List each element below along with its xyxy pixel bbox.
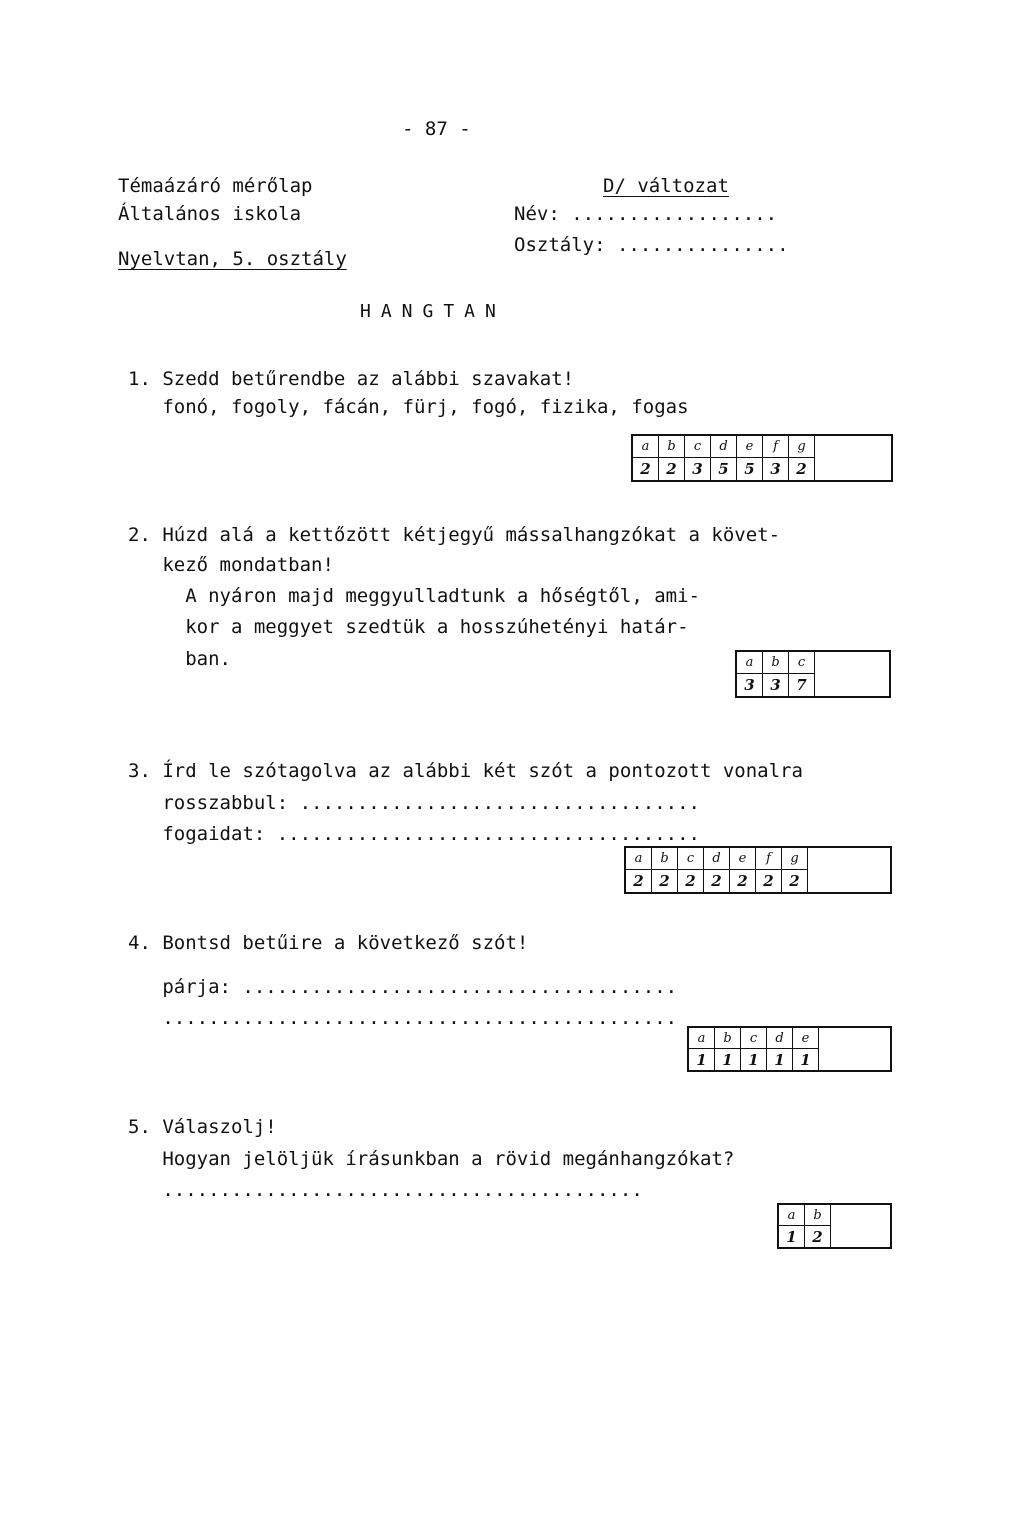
grid-value: 3 (770, 676, 781, 694)
grid-label: d (711, 436, 736, 458)
grid-value: 3 (744, 676, 755, 694)
header-school: Általános iskola (118, 203, 302, 225)
class-field[interactable]: Osztály: ............... (514, 234, 789, 256)
score-box[interactable] (808, 848, 890, 892)
grid-value: 2 (737, 872, 748, 890)
grid-value: 1 (786, 1227, 797, 1246)
score-box[interactable] (819, 1028, 890, 1070)
task-2-line: A nyáron majd meggyulladtunk a hőségtől, ami- (128, 585, 700, 607)
page-number: - 87 - (402, 118, 471, 140)
task-4-line: 4. Bontsd betűire a következő szót! (128, 932, 529, 954)
task-3-line: 3. Írd le szótagolva az alábbi két szót a pontozott vonalra (128, 760, 803, 782)
task-1-line: fonó, fogoly, fácán, fürj, fogó, fizika, fogas (128, 396, 689, 418)
grid-value: 2 (763, 872, 774, 890)
task-2-line: 2. Húzd alá a kettőzött kétjegyű mássalhangzókat a követ- (128, 524, 781, 546)
grid-label: b (659, 436, 684, 458)
grid-label: b (652, 848, 677, 870)
grid-label: d (767, 1028, 792, 1049)
task-1-line: 1. Szedd betűrendbe az alábbi szavakat! (128, 368, 575, 390)
grid-label: c (678, 848, 703, 870)
grid-value: 2 (640, 460, 651, 478)
grid-value: 1 (774, 1050, 785, 1069)
answer-line[interactable]: .......................................... (128, 1179, 643, 1201)
score-grid-4 (687, 1026, 892, 1072)
grid-value: 3 (770, 460, 781, 478)
rosszabbul-answer-line[interactable]: rosszabbul: ................................... (128, 792, 700, 814)
score-box[interactable] (815, 436, 891, 480)
grid-label: e (737, 436, 762, 458)
grid-label: g (782, 848, 807, 870)
score-grid-2 (735, 650, 891, 698)
grid-label: g (789, 436, 814, 458)
grid-label: a (633, 436, 658, 458)
task-2-line: ban. (128, 648, 231, 670)
header-variant: D/ változat (603, 175, 729, 197)
grid-label: e (730, 848, 755, 870)
grid-value: 7 (796, 676, 807, 694)
grid-value: 3 (692, 460, 703, 478)
score-grid-1 (631, 434, 893, 482)
task-2-line: kező mondatban! (128, 554, 334, 576)
fogaidat-answer-line[interactable]: fogaidat: ..................................... (128, 823, 700, 845)
score-grid-5 (777, 1203, 892, 1249)
grid-value: 1 (748, 1050, 759, 1069)
grid-label: a (689, 1028, 714, 1049)
grid-value: 2 (659, 872, 670, 890)
grid-label: f (763, 436, 788, 458)
grid-label: b (715, 1028, 740, 1049)
grid-label: a (626, 848, 651, 870)
grid-label: b (805, 1205, 830, 1226)
task-2-line: kor a meggyet szedtük a hosszúhetényi határ- (128, 616, 689, 638)
section-title: HANGTAN (360, 301, 506, 322)
grid-value: 2 (666, 460, 677, 478)
grid-value: 2 (796, 460, 807, 478)
grid-value: 1 (722, 1050, 733, 1069)
name-field[interactable]: Név: .................. (514, 203, 778, 225)
grid-label: c (789, 652, 814, 674)
grid-label: e (793, 1028, 818, 1049)
parja-answer-line-2[interactable]: ............................................. (128, 1007, 678, 1029)
score-grid-3 (624, 846, 892, 894)
score-box[interactable] (815, 652, 889, 696)
grid-value: 2 (789, 872, 800, 890)
grid-label: a (737, 652, 762, 674)
grid-value: 2 (711, 872, 722, 890)
grid-value: 5 (718, 460, 729, 478)
grid-value: 2 (685, 872, 696, 890)
grid-label: f (756, 848, 781, 870)
grid-label: d (704, 848, 729, 870)
task-5-line: 5. Válaszolj! (128, 1116, 277, 1138)
grid-label: c (685, 436, 710, 458)
grid-label: a (779, 1205, 804, 1226)
parja-answer-line[interactable]: párja: ...................................... (128, 976, 678, 998)
grid-label: c (741, 1028, 766, 1049)
grid-value: 1 (696, 1050, 707, 1069)
grid-label: b (763, 652, 788, 674)
grid-value: 1 (800, 1050, 811, 1069)
task-5-line: Hogyan jelöljük írásunkban a rövid megánhangzókat? (128, 1148, 735, 1170)
grid-value: 5 (744, 460, 755, 478)
grid-value: 2 (633, 872, 644, 890)
header-subject: Nyelvtan, 5. osztály (118, 248, 347, 270)
grid-value: 2 (812, 1227, 823, 1246)
score-box[interactable] (831, 1205, 890, 1247)
header-test-type: Témaázáró mérőlap (118, 175, 313, 197)
